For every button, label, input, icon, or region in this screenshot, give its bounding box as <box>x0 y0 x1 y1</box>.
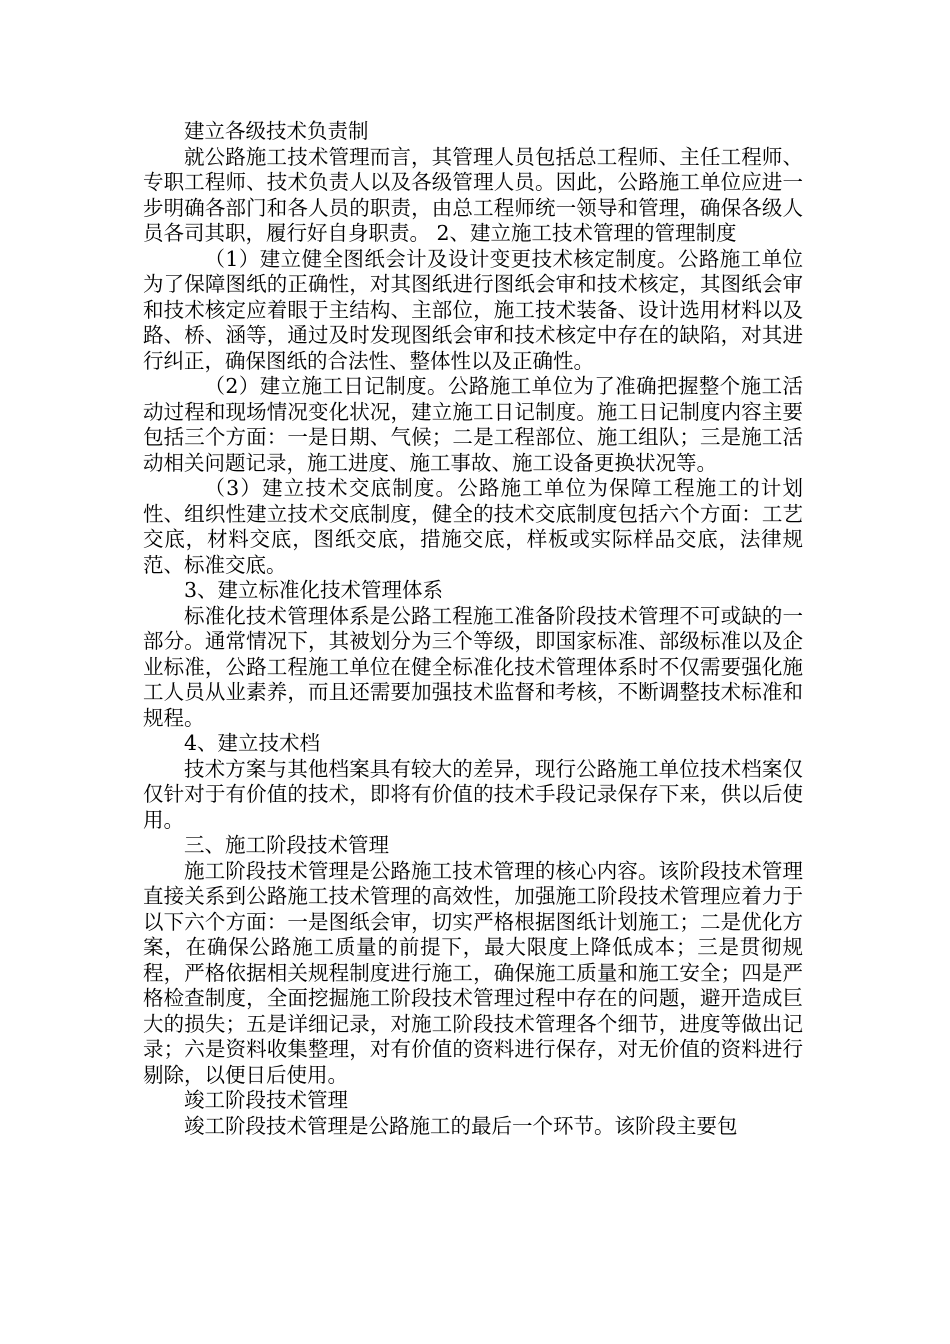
list-paragraph-construction-diary: （2）建立施工日记制度。公路施工单位为了准确把握整个施工活动过程和现场情况变化状况，建立施工日记制度。施工日记制度内容主要包括三个方面：一是日期、气候；二是工程部位、施工组队；三是施工活动相关问题记录，施工进度、施工事故、施工设备更换状况等。 <box>143 374 803 475</box>
body-paragraph: 施工阶段技术管理是公路施工技术管理的核心内容。该阶段技术管理直接关系到公路施工技术管理的高效性，加强施工阶段技术管理应着力于以下六个方面：一是图纸会审，切实严格根据图纸计划施工；二是优化方案，在确保公路施工质量的前提下，最大限度上降低成本；三是贯彻规程，严格依据相关规程制度进行施工，确保施工质量和施工安全；四是严格检查制度，全面挖掘施工阶段技术管理过程中存在的问题，避开造成巨大的损失；五是详细记录，对施工阶段技术管理各个细节，进度等做出记录；六是资料收集整理，对有价值的资料进行保存，对无价值的资料进行剔除，以便日后使用。 <box>143 858 803 1087</box>
document-body <box>143 119 803 1139</box>
section-heading-archives: 4、建立技术档 <box>184 731 321 755</box>
list-paragraph-technical-disclosure: （3）建立技术交底制度。公路施工单位为保障工程施工的计划性、组织性建立技术交底制度，健全的技术交底制度包括六个方面：工艺交底，材料交底，图纸交底，措施交底，样板或实际样品交底，法律规范、标准交底。 <box>143 476 803 577</box>
section-heading-responsibility: 建立各级技术负责制 <box>184 119 369 143</box>
list-paragraph-drawing-review: （1）建立健全图纸会计及设计变更技术核定制度。公路施工单位为了保障图纸的正确性，对其图纸进行图纸会审和技术核定，其图纸会审和技术核定应着眼于主结构、主部位，施工技术装备、设计选用材料以及路、桥、涵等，通过及时发现图纸会审和技术核定中存在的缺陷，对其进行纠正，确保图纸的合法性、整体性以及正确性。 <box>143 246 803 373</box>
body-paragraph: 标准化技术管理体系是公路工程施工准备阶段技术管理不可或缺的一部分。通常情况下，其被划分为三个等级，即国家标准、部级标准以及企业标准，公路工程施工单位在健全标准化技术管理体系时不仅需要强化施工人员从业素养，而且还需要加强技术监督和考核，不断调整技术标准和规程。 <box>143 603 803 730</box>
body-paragraph: 技术方案与其他档案具有较大的差异，现行公路施工单位技术档案仅仅针对于有价值的技术，即将有价值的技术手段记录保存下来，供以后使用。 <box>143 756 803 832</box>
section-heading-standardization: 3、建立标准化技术管理体系 <box>184 578 444 602</box>
body-paragraph: 就公路施工技术管理而言，其管理人员包括总工程师、主任工程师、专职工程师、技术负责人以及各级管理人员。因此，公路施工单位应进一步明确各部门和各人员的职责，由总工程师统一领导和管理，确保各级人员各司其职，履行好自身职责。 2、建立施工技术管理的管理制度 <box>143 144 803 245</box>
body-paragraph: 竣工阶段技术管理是公路施工的最后一个环节。该阶段主要包 <box>184 1113 738 1138</box>
section-heading-construction-stage: 三、施工阶段技术管理 <box>184 833 389 857</box>
section-heading-completion-stage: 竣工阶段技术管理 <box>184 1088 348 1112</box>
